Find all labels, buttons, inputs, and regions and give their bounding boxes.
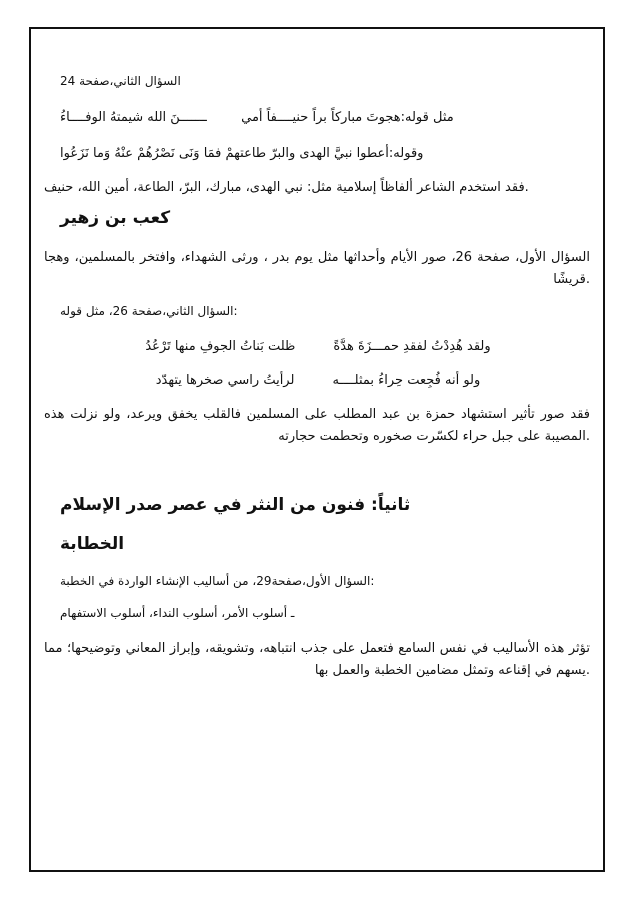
poem-line-2-right: ولو أنه فُجِعت حِراءُ بمثلــــه (332, 373, 481, 388)
question-header-p24: السؤال الثاني،صفحة 24 (60, 74, 181, 88)
verse-1-second-half: ـــــــنَ الله شيمتهُ الوفــــاءُ (60, 110, 207, 125)
heading-oratory: الخطابة (60, 534, 125, 554)
heading-kaab-bin-zuhair: كعب بن زهير (60, 208, 171, 228)
styles-list: ـ أسلوب الأمر، أسلوب النداء، أسلوب الاستفهام (60, 606, 295, 620)
example-verse-1 (60, 107, 560, 128)
poem-line-2 (60, 370, 576, 392)
conclusion-p29: تؤثر هذه الأساليب في نفس السامع فتعمل على جذب انتباهه، وتشويقه، وإبراز المعاني وتوضيحها؛ مما يسهم في إقناعه وتمثل مضامين الخطبة والعمل بها. (44, 641, 590, 678)
poem-line-1-left: ظلت بَناتُ الجوفِ منها تَرْعُدُ (145, 339, 296, 354)
question-1-p26: السؤال الأول، صفحة 26، صور الأيام وأحداثها مثل يوم بدر ، ورثى الشهداء، وافتخر بالمسلمين، وهجا قريشًا. (44, 250, 590, 287)
conclusion-p24: فقد استخدم الشاعر ألفاظاً إسلامية مثل: نبي الهدى، مبارك، البرّ، الطاعة، أمين الله، حنيف. (44, 180, 529, 195)
poem-line-1-right: ولقد هُدِدْتُ لفقدِ حمـــزَةَ هدَّةً (333, 339, 491, 354)
verse-1-first-half: مثل قوله:هجوتَ مباركاً براً حنيــــفاً أمي (241, 110, 454, 125)
heading-prose-arts: ثانياً: فنون من النثر في عصر صدر الإسلام (60, 495, 411, 515)
example-verse-2: وقوله:أعطوا نبيَّ الهدى والبرّ طاعتهمْ فمَا وَنَى نَصْرُهُمْ عنْهُ وَما نَزَعُوا (60, 146, 424, 161)
conclusion-p26: فقد صور تأثير استشهاد حمزة بن عبد المطلب على المسلمين فالقلب يخفق ويرعد، ولو نزلت هذه المصيبة على جبل حراء لكسّرت صخوره وتحطمت حجارته. (44, 407, 590, 444)
question-header-p26: السؤال الثاني،صفحة 26، مثل قوله: (60, 304, 238, 318)
poem-line-2-left: لرأيتُ راسي صخرها يتهدّد (155, 373, 295, 388)
poem-line-1 (60, 336, 576, 358)
question-header-p29: السؤال الأول،صفحة29، من أساليب الإنشاء الواردة في الخطبة: (60, 574, 375, 588)
